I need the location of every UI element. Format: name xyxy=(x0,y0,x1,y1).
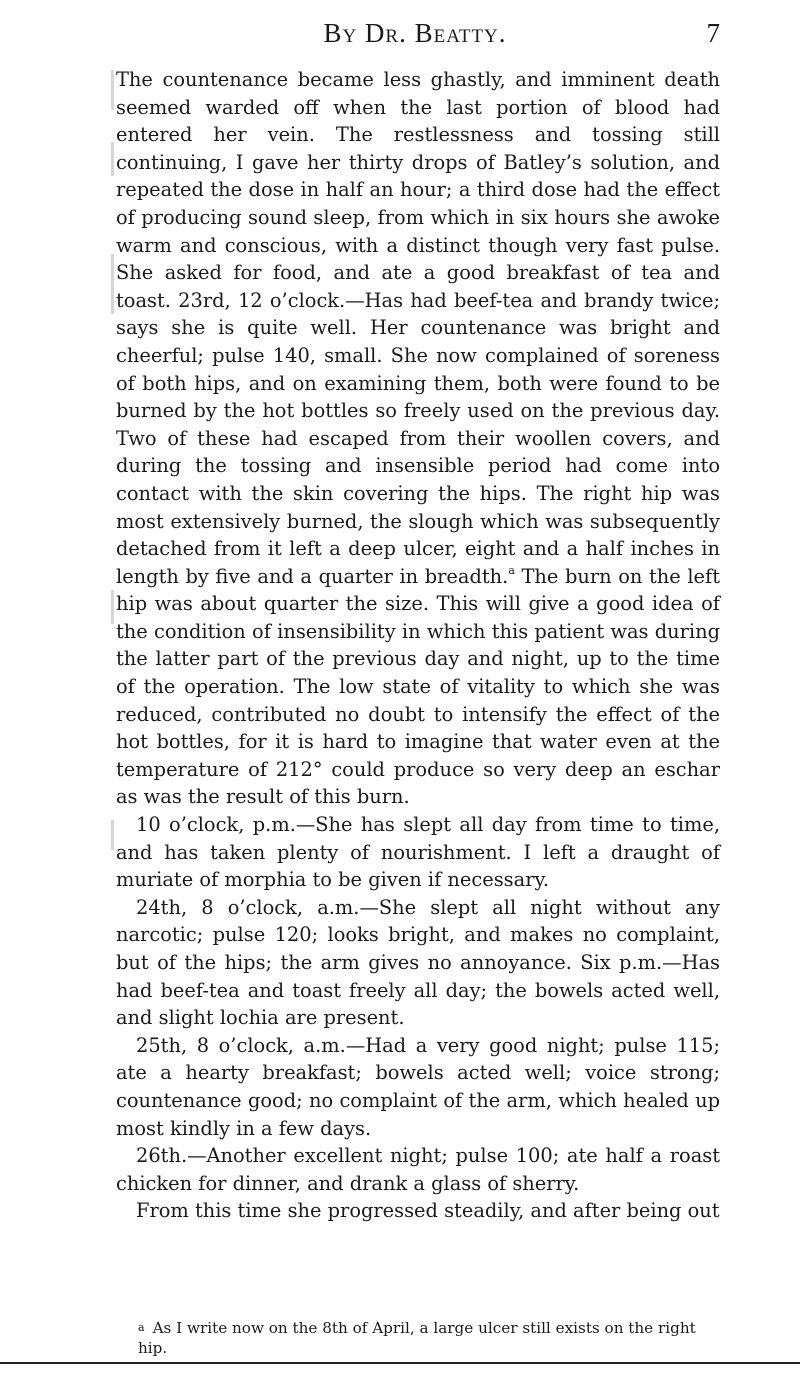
footnote-text: As I write now on the 8th of April, a large ulcer still exists on the right hip. xyxy=(138,1319,696,1357)
paragraph: 10 o’clock, p.m.—She has slept all day from time to time, and has taken plenty of nourishment. I left a draught of muriate of morphia to be given if necessary. xyxy=(116,813,720,892)
paragraph xyxy=(116,66,720,811)
body-text xyxy=(116,66,720,1225)
page-bottom-edge xyxy=(0,1362,800,1364)
paragraph-text: The countenance became less ghastly, and imminent death seemed warded off when the last portion of blood had entered her vein. The restlessness and tossing still continuing, I gave her thirty drops of Batley’s solution, and repeated the dose in half an hour; a third dose had the effect of producing sound sleep, from which in six hours she awoke warm and conscious, with a distinct though very fast pulse. She asked for food, and ate a good breakfast of tea and toast. 23rd, 12 o’clock.—Has had beef-tea and brandy twice; says she is quite well. Her countenance was bright and cheerful; pulse 140, small. She now complained of soreness of both hips, and on examining them, both were found to be burned by the hot bottles so freely used on the previous day. Two of these had escaped from their woollen covers, and during the tossing and insensible period had come into contact with the skin covering the hips. The right hip was most extensively burned, the slough which was subsequently detached from it left a deep ulcer, eight and a half inches in length by five and a quarter in breadth. xyxy=(116,68,720,588)
footnote-reference: a xyxy=(508,563,515,577)
running-title: By Dr. Beatty. xyxy=(323,18,507,48)
page-gutter-shadow xyxy=(111,254,114,314)
paragraph: From this time she progressed steadily, and after being out xyxy=(136,1199,720,1223)
footnote-marker: a xyxy=(138,1321,145,1334)
page-gutter-shadow xyxy=(111,590,114,624)
paragraph: 24th, 8 o’clock, a.m.—She slept all night without any narcotic; pulse 120; looks bright, and makes no complaint, but of the hips; the arm gives no annoyance. Six p.m.—Has had beef-tea and toast freely all day; the bowels acted well, and slight lochia are present. xyxy=(116,895,720,1030)
paragraph: 26th.—Another excellent night; pulse 100; ate half a roast chicken for dinner, and drank a glass of sherry. xyxy=(116,1144,720,1195)
footnote xyxy=(138,1318,720,1358)
running-head xyxy=(110,14,720,54)
paragraph-text: The burn on the left hip was about quarter the size. This will give a good idea of the condition of insensibility in which this patient was during the latter part of the previous day and night, up to the time of the operation. The low state of vitality to which she was reduced, contributed no doubt to intensify the effect of the hot bottles, for it is hard to imagine that water even at the temperature of 212° could produce so very deep an eschar as was the result of this burn. xyxy=(116,564,721,809)
page-gutter-shadow xyxy=(111,820,114,850)
page-number: 7 xyxy=(706,18,720,48)
page-gutter-shadow xyxy=(111,70,114,110)
page-gutter-shadow xyxy=(111,142,114,176)
paragraph: 25th, 8 o’clock, a.m.—Had a very good night; pulse 115; ate a hearty breakfast; bowels acted well; voice strong; countenance good; no complaint of the arm, which healed up most kindly in a few days. xyxy=(116,1033,720,1140)
